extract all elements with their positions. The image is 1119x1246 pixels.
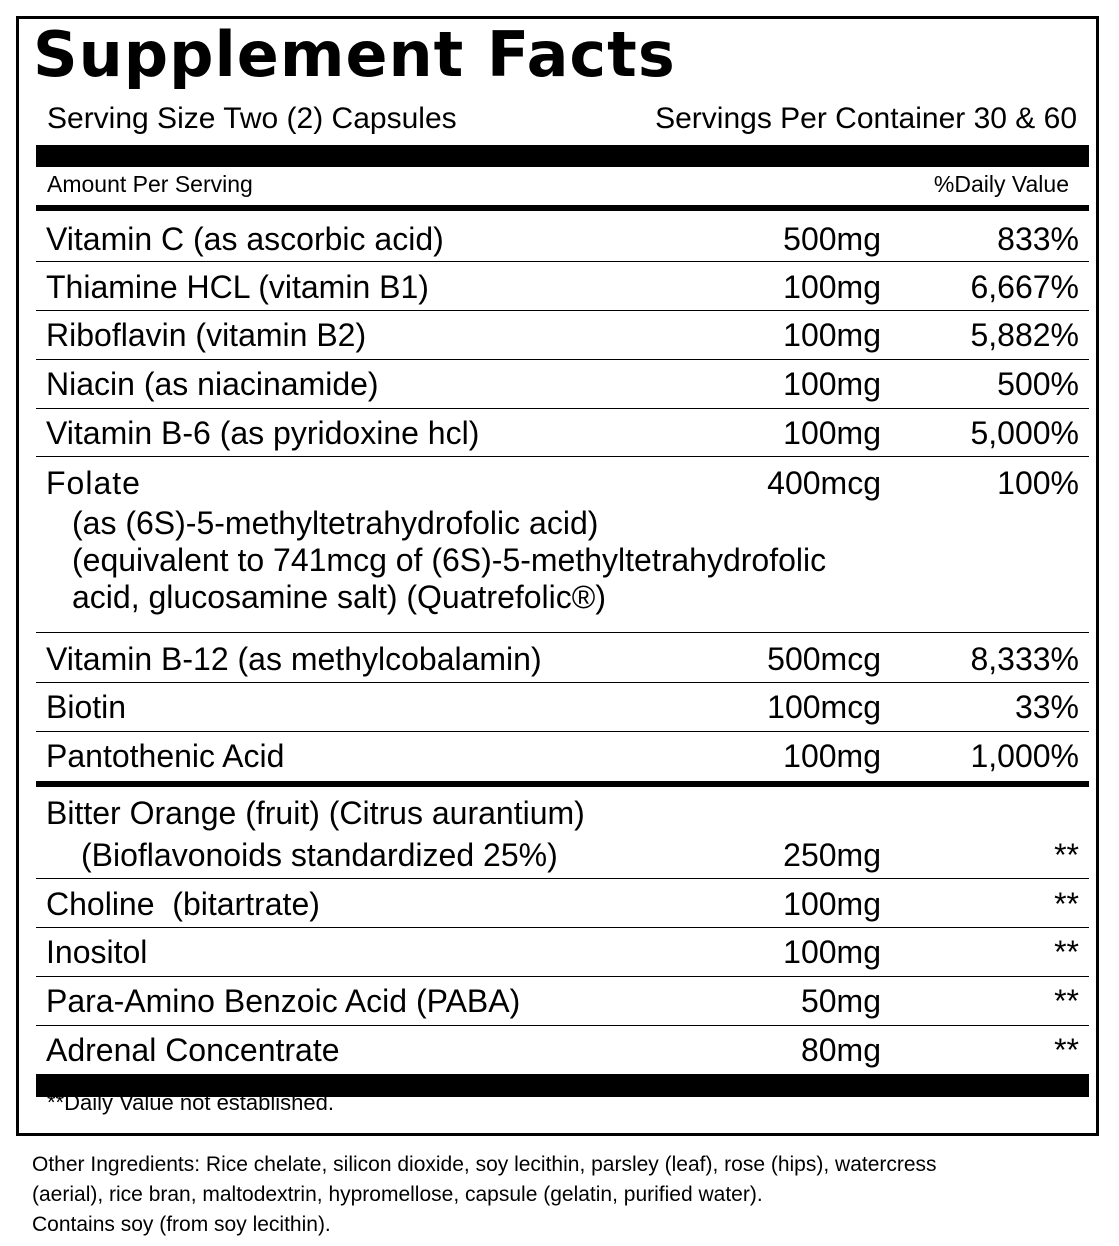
nutrient-amount: 500mcg [767, 641, 881, 677]
nutrient-amount: 100mg [783, 317, 881, 353]
nutrient-name: Biotin [46, 689, 127, 725]
row-divider [36, 456, 1089, 457]
ingredient-dv: ** [1054, 837, 1079, 873]
ingredient-amount: 50mg [800, 983, 881, 1019]
nutrient-dv: 8,333% [970, 641, 1079, 677]
row-divider [36, 976, 1089, 977]
folate-detail-line: (equivalent to 741mcg of (6S)-5-methyltetrahydrofolic [72, 542, 827, 578]
row-divider [36, 310, 1089, 311]
ingredient-detail: (Bioflavonoids standardized 25%) [81, 837, 558, 873]
panel-title: Supplement Facts [33, 18, 676, 91]
servings-per-container: Servings Per Container 30 & 60 [655, 102, 1077, 135]
nutrient-amount: 400mcg [767, 465, 881, 501]
row-divider [36, 682, 1089, 683]
ingredient-amount: 80mg [800, 1032, 881, 1068]
row-divider [36, 261, 1089, 262]
ingredient-name: Adrenal Concentrate [46, 1032, 340, 1068]
row-divider [36, 1025, 1089, 1026]
nutrient-amount: 100mg [783, 738, 881, 774]
supplement-facts-panel [16, 16, 1099, 1136]
row-divider [36, 927, 1089, 928]
ingredient-dv: ** [1054, 934, 1079, 970]
ingredient-name: Para-Amino Benzoic Acid (PABA) [46, 983, 521, 1019]
ingredient-dv: ** [1054, 1032, 1079, 1068]
nutrient-dv: 5,000% [970, 415, 1079, 451]
daily-value-label: %Daily Value [933, 171, 1069, 197]
nutrient-name: Riboflavin (vitamin B2) [46, 317, 367, 353]
ingredient-amount: 100mg [783, 886, 881, 922]
thick-divider [36, 145, 1089, 167]
ingredient-dv: ** [1054, 983, 1079, 1019]
nutrient-dv: 6,667% [970, 269, 1079, 305]
medium-divider [36, 781, 1089, 787]
nutrient-amount: 100mg [783, 366, 881, 402]
amount-per-serving-label: Amount Per Serving [47, 171, 253, 197]
nutrient-amount: 100mg [783, 415, 881, 451]
other-ingredients-line: Contains soy (from soy lecithin). [32, 1213, 331, 1236]
ingredient-amount: 100mg [783, 934, 881, 970]
row-divider [36, 632, 1089, 633]
nutrient-dv: 500% [997, 366, 1079, 402]
nutrient-name: Pantothenic Acid [46, 738, 285, 774]
nutrient-dv: 833% [997, 221, 1079, 257]
ingredient-name: Inositol [46, 934, 148, 970]
row-divider [36, 359, 1089, 360]
ingredient-dv: ** [1054, 886, 1079, 922]
row-divider [36, 408, 1089, 409]
other-ingredients [32, 1150, 1102, 1240]
ingredient-name: Bitter Orange (fruit) (Citrus aurantium) [46, 795, 585, 831]
nutrient-dv: 100% [997, 465, 1079, 501]
nutrient-amount: 100mg [783, 269, 881, 305]
nutrient-amount: 100mcg [767, 689, 881, 725]
ingredient-name: Choline (bitartrate) [46, 886, 320, 922]
nutrient-name: Vitamin B-6 (as pyridoxine hcl) [46, 415, 480, 451]
row-divider [36, 731, 1089, 732]
nutrient-name: Niacin (as niacinamide) [46, 366, 379, 402]
column-header [47, 169, 1069, 199]
nutrient-amount: 500mg [783, 221, 881, 257]
medium-divider [36, 205, 1089, 211]
nutrient-name: Vitamin C (as ascorbic acid) [46, 221, 444, 257]
ingredient-amount: 250mg [783, 837, 881, 873]
nutrient-dv: 5,882% [970, 317, 1079, 353]
serving-size: Serving Size Two (2) Capsules [47, 102, 457, 135]
nutrient-name: Folate [46, 465, 141, 501]
row-divider [36, 878, 1089, 879]
folate-detail-line: acid, glucosamine salt) (Quatrefolic®) [72, 579, 606, 615]
nutrient-dv: 1,000% [970, 738, 1079, 774]
nutrient-name: Thiamine HCL (vitamin B1) [46, 269, 429, 305]
nutrient-name: Vitamin B-12 (as methylcobalamin) [46, 641, 542, 677]
folate-detail-line: (as (6S)-5-methyltetrahydrofolic acid) [72, 505, 599, 541]
nutrient-dv: 33% [1014, 689, 1079, 725]
footnote: **Daily Value not established. [47, 1090, 334, 1115]
other-ingredients-line: Other Ingredients: Rice chelate, silicon dioxide, soy lecithin, parsley (leaf), rose (hips), watercress [32, 1153, 937, 1176]
other-ingredients-line: (aerial), rice bran, maltodextrin, hypromellose, capsule (gelatin, purified water). [32, 1183, 763, 1206]
